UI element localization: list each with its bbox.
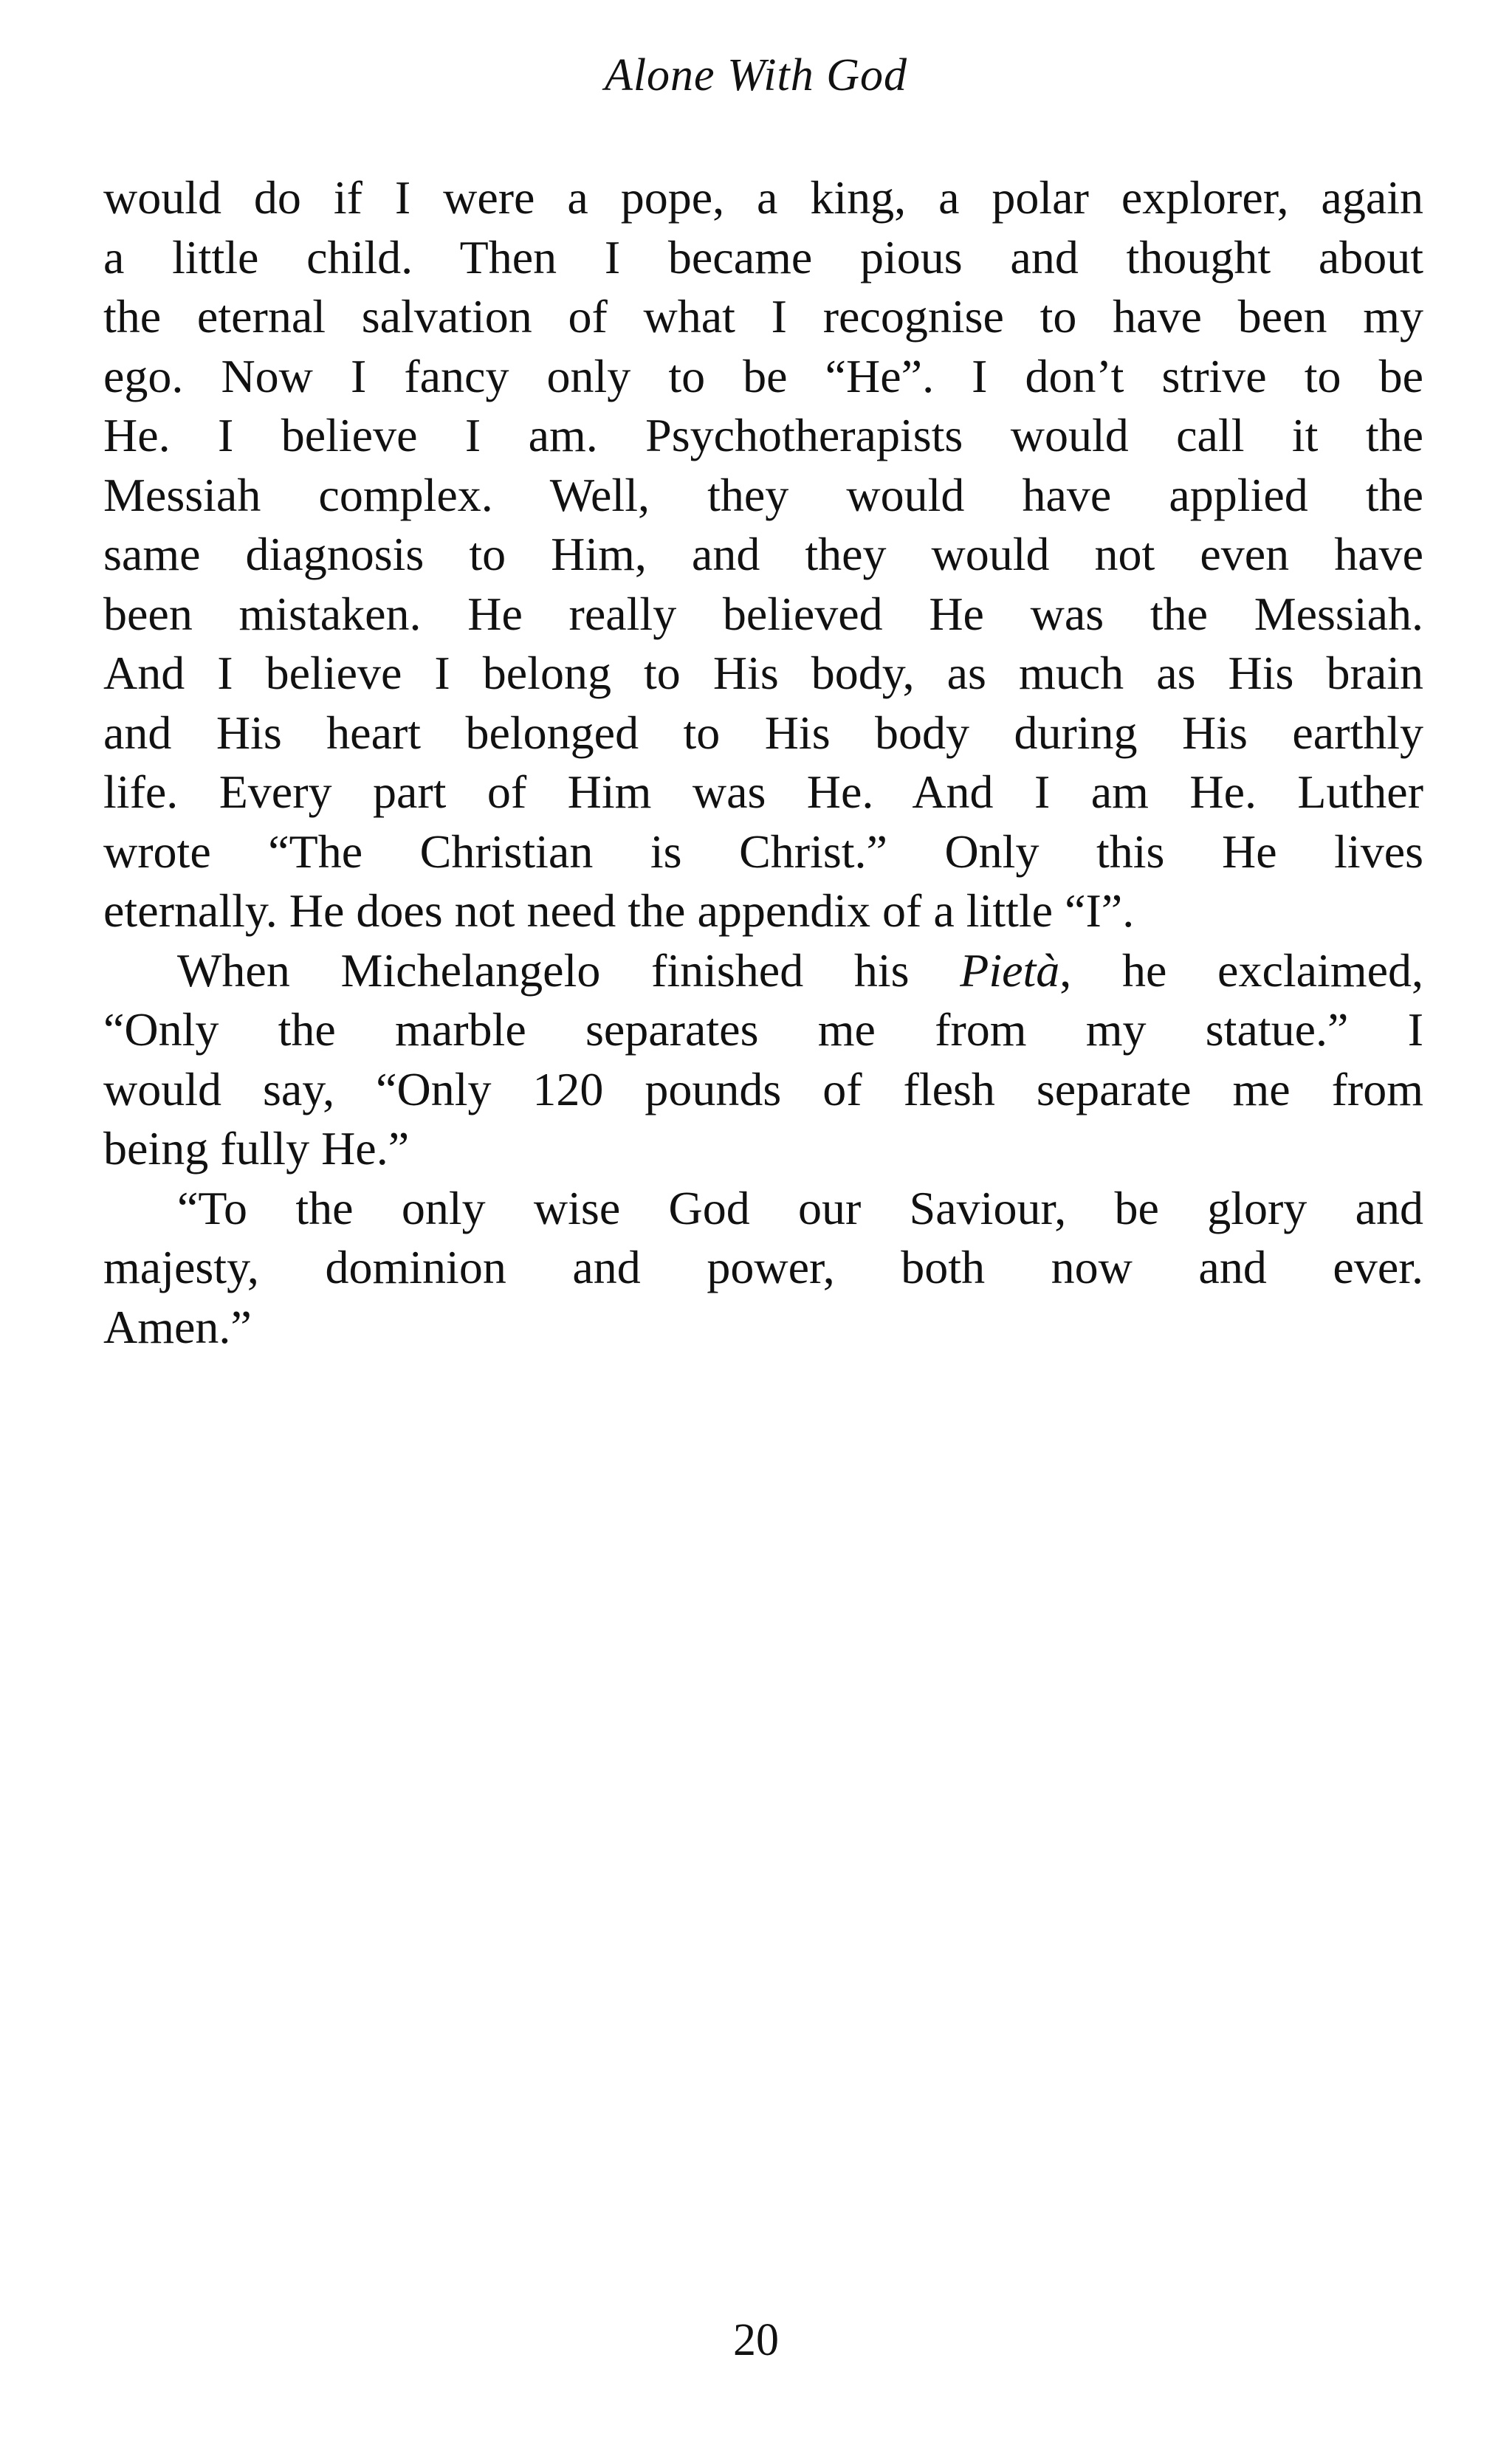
text-line: been mistaken. He really believed He was the Messiah. bbox=[103, 587, 1423, 640]
italic-title: Pietà bbox=[960, 943, 1060, 997]
text-line: He. I believe I am. Psychotherapists would call it the bbox=[103, 409, 1423, 461]
text-line: wrote “The Christian is Christ.” Only this He lives bbox=[103, 825, 1423, 878]
line-text-after: , he exclaimed, bbox=[1059, 943, 1424, 997]
text-line: “Only the marble separates me from my statue.” I bbox=[103, 1003, 1423, 1056]
line-text-before: When Michelangelo finished his bbox=[177, 943, 961, 997]
body-text bbox=[103, 168, 1423, 1357]
text-line: ego. Now I fancy only to be “He”. I don’t strive to be bbox=[103, 349, 1423, 402]
text-line: being fully He.” bbox=[103, 1122, 410, 1175]
text-line: a little child. Then I became pious and thought about bbox=[103, 230, 1423, 283]
text-line: would say, “Only 120 pounds of flesh separate me from bbox=[103, 1062, 1423, 1115]
running-head: Alone With God bbox=[604, 50, 908, 100]
text-line: and His heart belonged to His body during His earthly bbox=[103, 706, 1423, 759]
text-line: “To the only wise God our Saviour, be glory and bbox=[177, 1181, 1423, 1234]
text-line: Messiah complex. Well, they would have applied the bbox=[103, 468, 1423, 521]
text-line: the eternal salvation of what I recognise to have been my bbox=[103, 290, 1423, 343]
text-line: life. Every part of Him was He. And I am He. Luther bbox=[103, 766, 1423, 818]
text-line: And I believe I belong to His body, as much as His brain bbox=[103, 647, 1423, 699]
text-line: Amen.” bbox=[103, 1300, 252, 1353]
text-line: same diagnosis to Him, and they would not even have bbox=[103, 528, 1423, 580]
text-line: would do if I were a pope, a king, a polar explorer, again bbox=[103, 171, 1423, 224]
text-line-with-italic bbox=[103, 941, 1423, 1001]
text-line: eternally. He does not need the appendix of a little “I”. bbox=[103, 884, 1135, 937]
text-line: majesty, dominion and power, both now and ever. bbox=[103, 1241, 1423, 1293]
page-number: 20 bbox=[733, 2315, 779, 2365]
